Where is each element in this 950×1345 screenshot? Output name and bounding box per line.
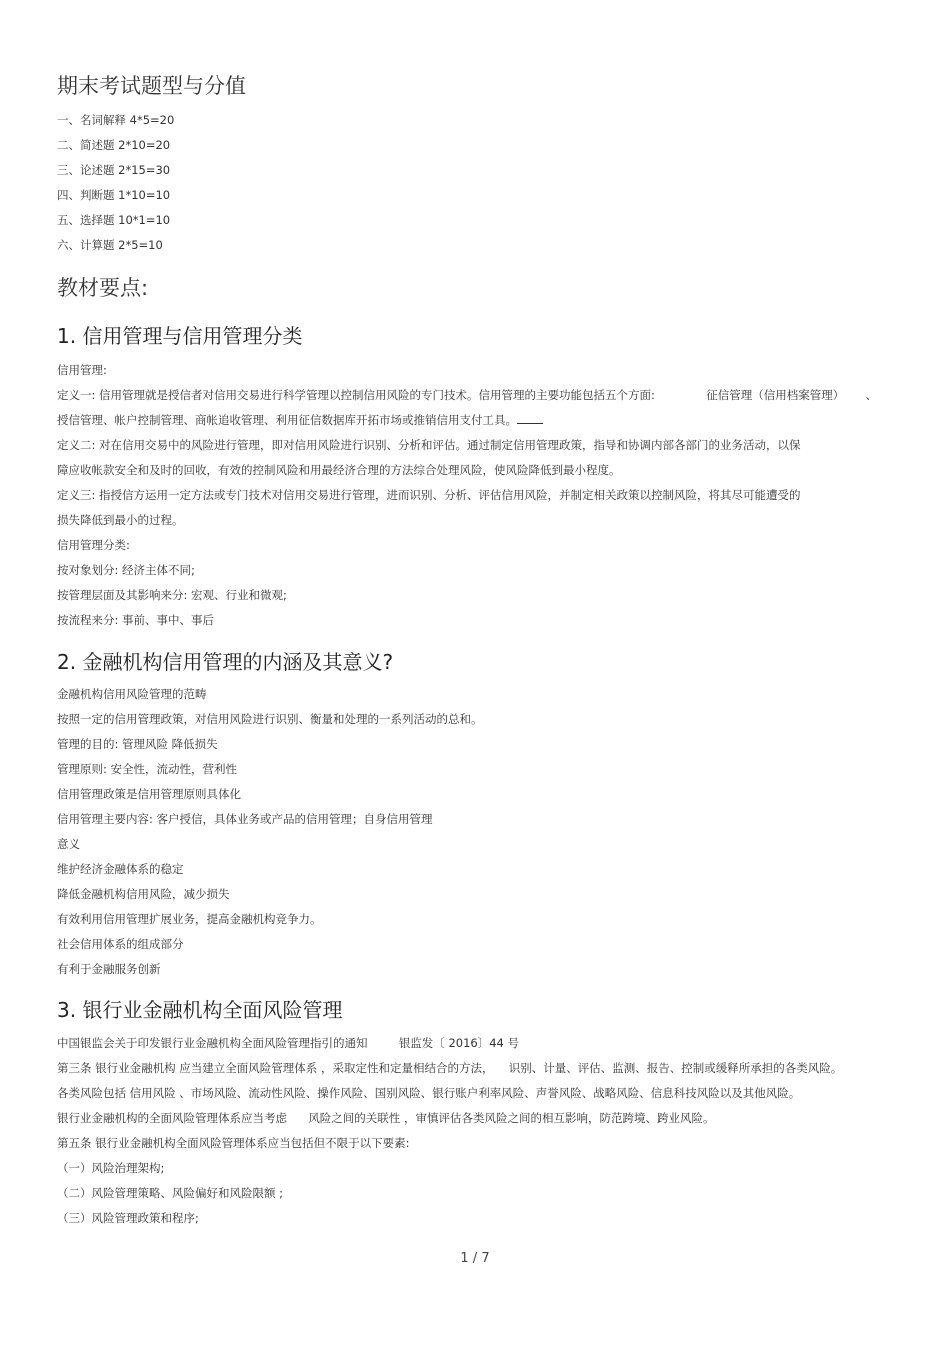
score-line-3: 三、论述题 2*15=30 [57, 163, 171, 177]
s2-line: 有利于金融服务创新 [57, 962, 161, 976]
s2-line: 意义 [57, 837, 80, 851]
doc-title: 期末考试题型与分值 [57, 74, 246, 98]
page-number: 1 / 7 [460, 1251, 490, 1266]
s3-notice [57, 1036, 519, 1050]
s2-line: 金融机构信用风险管理的范畴 [57, 687, 207, 701]
s3-item: （二）风险管理策略、风险偏好和风险限额 ; [57, 1186, 284, 1200]
s3-art3-b: 识别、计量、评估、监测、报告、控制或缓释所承担的各类风险。 [508, 1061, 843, 1075]
s1-def1-b: 征信管理（信用档案管理） [706, 388, 845, 402]
s2-line: 管理的目的: 管理风险 降低损失 [57, 737, 218, 751]
s3-risks: 各类风险包括 信用风险 、市场风险、流动性风险、操作风险、国别风险、银行账户利率风险、声誉风险、战略风险、信息科技风险以及其他风险。 [57, 1086, 801, 1100]
s1-def3-line1: 定义三: 指授信方运用一定方法或专门技术对信用交易进行管理，进而识别、分析、评估信用风险，并制定相关政策以控制风险，将其尽可能遭受的 [57, 488, 801, 502]
s2-line: 信用管理主要内容: 客户授信，具体业务或产品的信用管理；自身信用管理 [57, 812, 433, 826]
s3-art5: 第五条 银行业金融机构全面风险管理体系应当包括但不限于以下要素: [57, 1136, 410, 1150]
s3-notice-title: 中国银监会关于印发银行业金融机构全面风险管理指引的通知 [57, 1036, 368, 1050]
s1-class-2: 按管理层面及其影响来分: 宏观、行业和微观; [57, 588, 287, 602]
score-line-5: 五、选择题 10*1=10 [57, 213, 171, 227]
s2-line: 社会信用体系的组成部分 [57, 937, 184, 951]
s2-line: 有效利用信用管理扩展业务，提高金融机构竞争力。 [57, 912, 322, 926]
s1-def2-line2: 障应收帐款安全和及时的回收，有效的控制风险和用最经济合理的方法综合处理风险，使风险降低到最小程度。 [57, 463, 621, 477]
s2-line: 信用管理政策是信用管理原则具体化 [57, 787, 241, 801]
s1-def3-line2: 损失降低到最小的过程。 [57, 513, 184, 527]
s1-class-1: 按对象划分: 经济主体不同; [57, 563, 195, 577]
s3-system [57, 1111, 714, 1125]
s2-line: 降低金融机构信用风险，减少损失 [57, 887, 230, 901]
score-line-6: 六、计算题 2*5=10 [57, 238, 163, 252]
s1-label: 信用管理: [57, 363, 107, 377]
s3-art3-a: 第三条 银行业金融机构 应当建立全面风险管理体系 ，采取定性和定量相结合的方法， [57, 1061, 494, 1075]
score-line-4: 四、判断题 1*10=10 [57, 188, 171, 202]
s3-item: （三）风险管理政策和程序; [57, 1211, 199, 1225]
s1-def1-c: 、 [865, 388, 878, 402]
score-line-1: 一、名词解释 4*5=20 [57, 113, 175, 127]
s1-def1-d: 授信管理、帐户控制管理、商帐追收管理、利用征信数据库开拓市场或推销信用支付工具。 [57, 413, 517, 427]
points-heading: 教材要点: [57, 276, 149, 300]
s2-line: 维护经济金融体系的稳定 [57, 862, 184, 876]
s1-class-3: 按流程来分: 事前、事中、事后 [57, 613, 215, 627]
s1-def1-line2 [57, 413, 543, 427]
s3-notice-number: 银监发〔 2016〕44 号 [398, 1036, 520, 1050]
s1-def1-a: 定义一: 信用管理就是授信者对信用交易进行科学管理以控制信用风险的专门技术。信用管理的主要功能包括五个方面: [57, 388, 655, 402]
section-2-heading: 2. 金融机构信用管理的内涵及其意义? [57, 650, 394, 674]
score-line-2: 二、简述题 2*10=20 [57, 138, 171, 152]
section-3-heading: 3. 银行业金融机构全面风险管理 [57, 998, 343, 1022]
s3-item: （一）风险治理架构; [57, 1161, 165, 1175]
s1-class-label: 信用管理分类: [57, 538, 130, 552]
section-1-heading: 1. 信用管理与信用管理分类 [57, 324, 303, 348]
s1-def2-line1: 定义二: 对在信用交易中的风险进行管理，即对信用风险进行识别、分析和评估。通过制定信用管理政策，指导和协调内部各部门的业务活动，以保 [57, 438, 801, 452]
s3-art3 [57, 1061, 842, 1075]
s1-def1-line1 [57, 388, 877, 402]
s2-line: 按照一定的信用管理政策，对信用风险进行识别、衡量和处理的一系列活动的总和。 [57, 712, 483, 726]
s3-system-b: 风险之间的关联性 ，审慎评估各类风险之间的相互影响，防范跨境、跨业风险。 [308, 1111, 715, 1125]
s2-line: 管理原则: 安全性，流动性，营利性 [57, 762, 238, 776]
s3-system-a: 银行业金融机构的全面风险管理体系应当考虑 [57, 1111, 287, 1125]
